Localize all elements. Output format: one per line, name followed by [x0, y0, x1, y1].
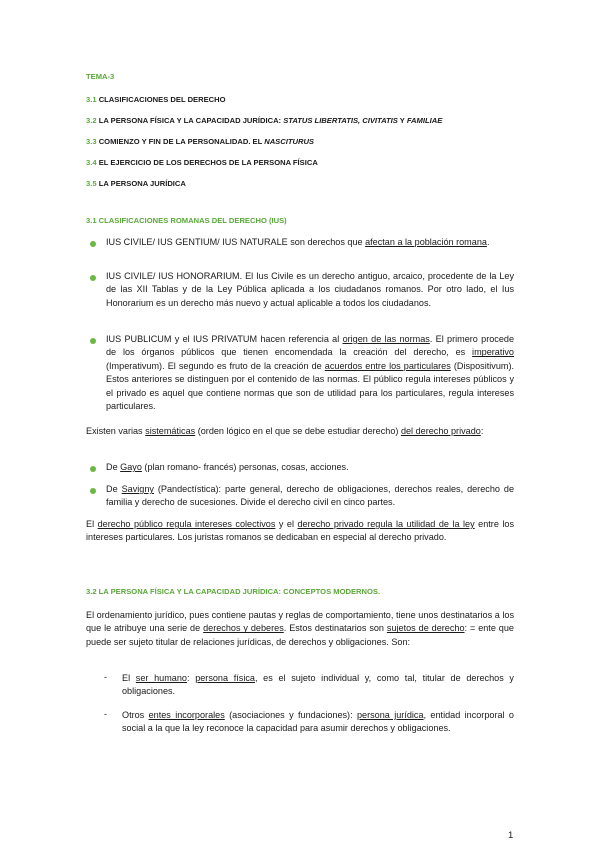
- dash-bullet: -: [104, 709, 108, 719]
- toc-item-3-4: [86, 158, 318, 167]
- section-title-3-2: 3.2 LA PERSONA FÍSICA Y LA CAPACIDAD JURÍDICA: CONCEPTOS MODERNOS.: [86, 587, 381, 596]
- bullet-icon: [90, 241, 96, 247]
- paragraph-sistematicas: Existen varias sistemáticas (orden lógico en el que se debe estudiar derecho) del derecho privado:: [86, 426, 484, 436]
- toc-text: LA PERSONA JURÍDICA: [98, 179, 186, 188]
- toc-text: Y: [397, 116, 407, 125]
- toc-num: 3.5: [86, 179, 97, 188]
- toc-item-3-5: [86, 179, 186, 188]
- toc-num: 3.3: [86, 137, 97, 146]
- toc-num: 3.4: [86, 158, 97, 167]
- bullet-icon: [90, 275, 96, 281]
- bullet-icon: [90, 466, 96, 472]
- toc-item-3-2: [86, 116, 442, 125]
- section-title-3-1: 3.1 CLASIFICACIONES ROMANAS DEL DERECHO (IUS): [86, 216, 287, 225]
- paragraph-derecho-publico-privado: El derecho público regula intereses colectivos y el derecho privado regula la utilidad de la ley entre los intereses particulares. Los juristas romanos se dedicaban en especial al derecho privado.: [86, 519, 514, 543]
- toc-num: 3.2: [86, 116, 97, 125]
- toc-text: LA PERSONA FÍSICA Y LA CAPACIDAD JURÍDICA:: [98, 116, 284, 125]
- toc-item-3-1: [86, 95, 226, 104]
- bullet-item-savigny: De Savigny (Pandectística): parte general, derecho de obligaciones, derechos reales, derecho de familia y derecho de sucesiones. Divide el derecho civil en cinco partes.: [106, 484, 515, 508]
- toc-heading: TEMA-3: [86, 72, 115, 81]
- bullet-icon: [90, 488, 96, 494]
- dash-item-ser-humano: El ser humano: persona física, es el sujeto individual y, como tal, titular de derechos y obligaciones.: [122, 673, 514, 697]
- paragraph-ordenamiento: El ordenamiento jurídico, pues contiene pautas y reglas de comportamiento, tiene unos destinatarios a los que le atribuye una serie de derechos y deberes. Estos destinatarios son sujetos de derecho: = ente que puede ser sujeto titular de relaciones jurídicas, de derechos y obligaciones. Son:: [86, 610, 514, 647]
- toc-text-italic: NASCITURUS: [264, 137, 315, 146]
- toc-num: 3.1: [86, 95, 97, 104]
- dash-bullet: -: [104, 672, 108, 682]
- toc-text: EL EJERCICIO DE LOS DERECHOS DE LA PERSONA FÍSICA: [98, 158, 318, 167]
- dash-item-entes-incorporales: Otros entes incorporales (asociaciones y fundaciones): persona jurídica, entidad incorporal o social a la que la ley reconoce la capacidad para asumir derechos y obligaciones.: [122, 710, 514, 734]
- bullet-item-ius-civile-gentium: IUS CIVILE/ IUS GENTIUM/ IUS NATURALE son derechos que afectan a la población romana.: [106, 237, 490, 247]
- bullet-item-ius-civile-honorarium: IUS CIVILE/ IUS HONORARIUM. El Ius Civile es un derecho antiguo, arcaico, procedente de la Ley de las XII Tablas y de la Ley Pública aplicada a los ciudadanos romanos. Por otro lado, el Ius Honorarium es un derecho más nuevo y actual aplicable a todos los ciudadanos.: [106, 271, 514, 308]
- bullet-item-gayo: De Gayo (plan romano- francés) personas, cosas, acciones.: [106, 462, 349, 472]
- toc-item-3-3: [86, 137, 314, 146]
- page-number: 1: [508, 830, 514, 841]
- toc-text: CLASIFICACIONES DEL DERECHO: [98, 95, 226, 104]
- toc-text: COMIENZO Y FIN DE LA PERSONALIDAD. EL: [98, 137, 265, 146]
- bullet-icon: [90, 338, 96, 344]
- toc-text-italic: STATUS LIBERTATIS, CIVITATIS: [283, 116, 398, 125]
- bullet-item-ius-publicum-privatum: IUS PUBLICUM y el IUS PRIVATUM hacen referencia al origen de las normas. El primero procede de los órganos públicos que tienen encomendada la creación del derecho, es imperativo (Imperativum). El segundo es fruto de la creación de acuerdos entre los particulares (Dispositivum). Estos anteriores se distinguen por el contenido de las normas. El público regula intereses públicos y el privado es aquel que contiene normas que son de utilidad para los particulares, regula intereses particulares.: [106, 334, 515, 412]
- toc-text-italic: FAMILIAE: [406, 116, 443, 125]
